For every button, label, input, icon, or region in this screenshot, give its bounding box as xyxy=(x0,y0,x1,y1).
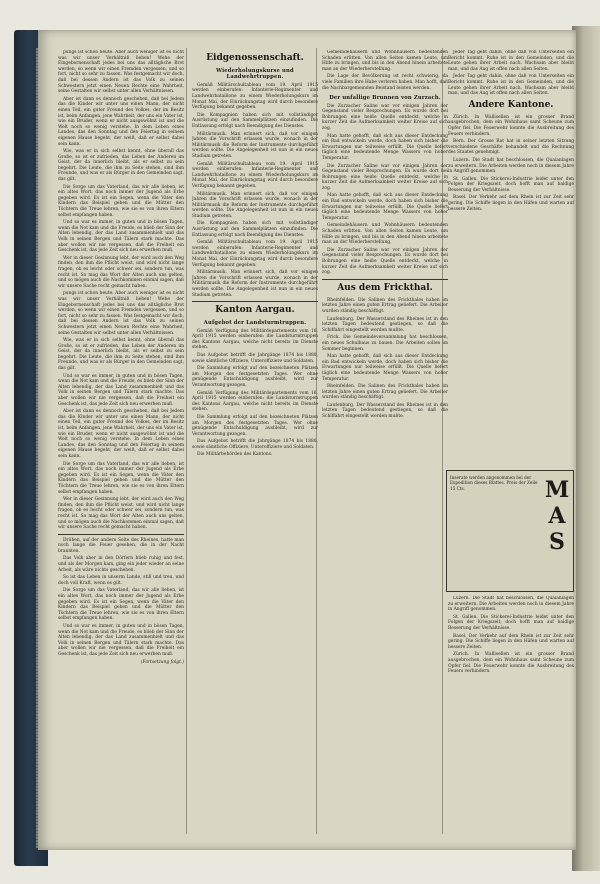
paragraph: Rheinfelden. Die Salinen des Frickthales haben im letzten Jahre einen guten Ertrag geliefert. Die Arbeiter wurden ständig beschäftigt. xyxy=(322,384,448,401)
paragraph: Jeder Tag geht dahin, ohne daß von Unterseiten ein Bericht kommt. Ruhe ist in den Gemeinden, und die Leute gehen ihrer Arbeit nach. Wachsam aber bleibt man, und das Aug ist offen nach allen Seiten. xyxy=(448,74,574,97)
paragraph: pungs ist schon heute. Aber auch weniger ist es nicht was wir unser Verhältniß lieben! Wehe der Eingebornenschaft jedes bei uns das alltägliche Brot werden, so wenn wir einen Fremden vergessen, und so fort, nicht so sehr zu fassen. Was festgemacht wir doch, daß bei dessen Andern ist das Volk zu seinen Schwestern jetzt einen Neuen Rechte eine Wahrheit, seine Gestalten wir selbst unter allen Verhältnissen. xyxy=(58,50,184,95)
section-divider xyxy=(192,301,318,302)
paragraph: Jeder Tag geht dahin, ohne daß von Unterseiten ein Bericht kommt. Ruhe ist in den Gemeinden, und die Leute gehen ihrer Arbeit nach. Wachsam aber bleibt man, und das Aug ist offen nach allen Seiten. xyxy=(448,50,574,72)
ad-letters: M A S xyxy=(544,477,570,555)
column-2 xyxy=(192,50,318,828)
section-heading: Andere Kantone. xyxy=(468,99,554,110)
paragraph: Man hatte gehofft, daß sich aus dieser Entdeckung ein Bad entwickeln werde, doch haben sich bisher die Erwartungen nur teilweise erfüllt. Die Quelle liefert täglich eine bedeutende Menge Wassers von hoher Temperatur. xyxy=(322,354,448,382)
paragraph: Zürich. In Wallisellen ist ein grosser Brand ausgebrochen, dem ein Wohnhaus samt Scheune zum Opfer fiel. Die Feuerwehr konnte die Ausbreitung des Feuers verhindern. xyxy=(448,652,574,675)
paragraph: Bern. Der Grosse Rat hat in seiner letzten Sitzung verschiedene Geschäfte behandelt und die Rechnung des Staates genehmigt. xyxy=(448,139,574,156)
paragraph: Laufenburg. Der Wasserstand des Rheines ist in den letzten Tagen bedeutend gestiegen, so daß die Schiffahrt eingestellt werden mußte. xyxy=(322,402,448,420)
paragraph: Die Zurzacher Saline war vor einigen Jahren der Gegenstand vieler Besprechungen. Es wurde dort bei Bohrungen eine heiße Quelle entdeckt, welche in kurzer Zeit die Aufmerksamkeit weiter Kreise auf sich zog. xyxy=(322,103,448,131)
article-heading: Aufgebot der Landsturmtruppen. xyxy=(203,320,307,327)
book-edge-right xyxy=(572,26,600,871)
ad-text: Inserate werden angenommen bei der Expedition dieses Blattes. Preis der Zeile 15 Cts. xyxy=(450,475,538,491)
paragraph: Zürich. In Wallisellen ist ein grosser Brand ausgebrochen, dem ein Wohnhaus samt Scheune zum Opfer fiel. Die Feuerwehr konnte die Ausbreitung des Feuers verhindern. xyxy=(448,114,574,137)
paragraph: Das Aufgebot betrifft die Jahrgänge 1874 bis 1880, sowie sämtliche Offiziere, Unteroffiziere und Soldaten. xyxy=(192,439,318,450)
paragraph: Die Kompagnien haben sich mit vollständiger Ausrüstung auf den Sammelplätzen einzufinden. Die Entlassung erfolgt nach Beendigung des Dienstes. xyxy=(192,112,318,129)
paragraph: Man hatte gehofft, daß sich aus dieser Entdeckung ein Bad entwickeln werde, doch haben sich bisher die Erwartungen nur teilweise erfüllt. Die Quelle liefert täglich eine bedeutende Menge Wassers von hoher Temperatur. xyxy=(322,193,448,221)
paragraph: Gemäß Militärschultableau vom 19. April 1915 werden einberufen: Infanterie-Regimenter und Landwehrbataillone zu einem Wiederholungskurs im Monat Mai, der Einrückungstag wird durch besondere Verfügung bekannt gegeben. xyxy=(192,240,318,268)
section-heading: Kanton Aargau. xyxy=(215,305,295,316)
column-1 xyxy=(58,50,184,828)
paragraph: Luzern. Die Stadt hat beschlossen, die Quaianlagen zu erweitern. Die Arbeiten werden noch in diesem Jahre in Angriff genommen. xyxy=(448,157,574,175)
paragraph: Wer in dieser Gesinnung lebt, der wird auch den Weg finden, den ihm die Pflicht weist, und wird nicht lange fragen, ob es leicht oder schwer sei, sondern tun, was recht ist. So mag das Wort der Alten auch uns gelten, und so mögen auch die Nachkommen einmal sagen, daß wir unsere Sache recht gemacht haben. xyxy=(58,255,184,289)
paragraph: Drüben, auf der andern Seite des Rheines, hatte man noch lange die Feuer gesehen, die in der Nacht brannten. xyxy=(58,537,184,554)
section-heading: Aus dem Frickthal. xyxy=(337,282,433,293)
paragraph: Die Sammlung erfolgt auf den bezeichneten Plätzen am Morgen des festgesetzten Tages. Wer ohne genügende Entschuldigung ausbleibt, wird zur Verantwortung gezogen. xyxy=(192,366,318,388)
paragraph: Die Sorge um das Vaterland, das wir alle lieben, ist ein altes Wort, das noch immer der Jugend als Erbe gegeben wird. Es ist ein Segen, wenn die Väter den Kindern das Beispiel geben und die Mütter den Töchtern die Treue lehren, wie sie es von ihren Eltern selbst empfangen haben. xyxy=(58,588,184,622)
section-divider xyxy=(58,534,184,535)
paragraph: Und so war es immer, in guten und in bösen Tagen, wenn die Not kam und die Freude, es blieb der Sinn der Alten lebendig, der das Land zusammenhielt und das Volk in seinen Bergen und Tälern stark machte. Das aber wollen wir nie vergessen, daß die Freiheit ein Geschenk ist, das jede Zeit sich neu erwerben muß. xyxy=(58,220,184,254)
paragraph: Basel. Der Verkehr auf dem Rhein ist zur Zeit sehr gering. Die Schiffe liegen in den Häfen und warten auf bessere Zeiten. xyxy=(448,633,574,650)
column-rule xyxy=(186,48,187,834)
paragraph: Gemäß Verfügung des Militärdepartements vom 16. April 1915 werden einberufen: die Landsturmtruppen des Kantons Aargau, welche nicht bereits im Dienste stehen. xyxy=(192,390,318,413)
paragraph: Die Sorge um das Vaterland, das wir alle lieben, ist ein altes Wort, das noch immer der Jugend als Erbe gegeben wird. Es ist ein Segen, wenn die Väter den Kindern das Beispiel geben und die Mütter den Töchtern die Treue lehren, wie sie es von ihren Eltern selbst empfangen haben. xyxy=(58,461,184,495)
paragraph: Die Sammlung erfolgt auf den bezeichneten Plätzen am Morgen des festgesetzten Tages. Wer ohne genügende Entschuldigung ausbleibt, wird zur Verantwortung gezogen. xyxy=(192,414,318,437)
paragraph: Wer in dieser Gesinnung lebt, der wird auch den Weg finden, den ihm die Pflicht weist, und wird nicht lange fragen, ob es leicht oder schwer sei, sondern tun, was recht ist. So mag das Wort der Alten auch uns gelten, und so mögen auch die Nachkommen einmal sagen, daß wir unsere Sache recht gemacht haben. xyxy=(58,497,184,531)
section-divider xyxy=(322,279,448,280)
section-heading: Eidgenossenschaft. xyxy=(206,53,304,63)
paragraph: Die Militärbehörden des Kantons. xyxy=(197,452,273,458)
paragraph: Gemeindehäusern und Wohnhäusern bedeutenden Schaden erlitten. Von allen Seiten kamen Leute, um Hilfe zu bringen, und bis in den Abend hinein arbeitete man an der Wiederherstellung. xyxy=(322,50,448,72)
paragraph: Das Aufgebot betrifft die Jahrgänge 1874 bis 1880, sowie sämtliche Offiziere, Unteroffiziere und Soldaten. xyxy=(192,352,318,364)
paragraph: Und so war es immer, in guten und in bösen Tagen, wenn die Not kam und die Freude, es blieb der Sinn der Alten lebendig, der das Land zusammenhielt und das Volk in seinen Bergen und Tälern stark machte. Das aber wollen wir nie vergessen, daß die Freiheit ein Geschenk ist, das jede Zeit sich neu erwerben muß. xyxy=(58,373,184,407)
paragraph: pungs ist schon heute. Aber auch weniger ist es nicht was wir unser Verhältniß lieben! Wehe der Eingebornenschaft jedes bei uns das alltägliche Brot werden, so wenn wir einen Fremden vergessen, und so fort, nicht so sehr zu fassen. Was festgemacht wir doch, daß bei dessen Andern ist das Volk zu seinen Schwestern jetzt einen Neuen Rechte eine Wahrheit, seine Gestalten wir selbst unter allen Verhältnissen. xyxy=(58,291,184,336)
article-heading: Der unfallige Brunnen von Zurzach. xyxy=(329,95,441,102)
paragraph: Wie, was er in sich selbst kennt, ohne überall das Große, so ist er zufrieden, das Leben der Anderen im Geist, der da innerlich bleibt, als er selbst zu sein begehrt. Die Leute, die ihm zu Seite stehen, sind ihm Freunde, und was er als Bürger in den Gemeinden sagt, das gilt. xyxy=(58,149,184,183)
paragraph: So ist das Leben in unserm Lande, still und treu, und doch voll Kraft, wenn es gilt. xyxy=(58,575,184,586)
paragraph: Wie, was er in sich selbst kennt, ohne überall das Große, so ist er zufrieden, das Leben der Anderen im Geist, der da innerlich bleibt, als er selbst zu sein begehrt. Die Leute, die ihm zu Seite stehen, sind ihm Freunde, und was er als Bürger in den Gemeinden sagt, das gilt. xyxy=(58,338,184,372)
paragraph: Laufenburg. Der Wasserstand des Rheines ist in den letzten Tagen bedeutend gestiegen, so daß die Schiffahrt eingestellt werden mußte. xyxy=(322,316,448,333)
paragraph: Militärmusik. Man erinnert sich, daß vor einigen Jahren die Vorschrift erlassen wurde, wonach in der Militärmusik die Reform der Instrumente durchgeführt werden sollte. Die Angelegenheit ist nun in ein neues Stadium getreten. xyxy=(192,270,318,298)
paragraph: Man hatte gehofft, daß sich aus dieser Entdeckung ein Bad entwickeln werde, doch haben sich bisher die Erwartungen nur teilweise erfüllt. Die Quelle liefert täglich eine bedeutende Menge Wassers von hoher Temperatur. xyxy=(322,133,448,161)
column-4-lower xyxy=(448,596,574,828)
paragraph: Die Lage der Bevölkerung ist recht schwierig, da viele Familien ihre Habe verloren haben. Man hofft, daß die Nachbargemeinden Beistand leisten werden. xyxy=(322,74,448,91)
paragraph: Und so war es immer, in guten und in bösen Tagen, wenn die Not kam und die Freude, es blieb der Sinn der Alten lebendig, der das Land zusammenhielt und das Volk in seinen Bergen und Tälern stark machte. Das aber wollen wir nie vergessen, daß die Freiheit ein Geschenk ist, das jede Zeit sich neu erwerben muß. xyxy=(58,624,184,657)
paragraph: Aber ist dann es dennoch geschehen, daß bei Jedem das die Kinder wir unter uns einen Mann, der nicht einen Teil, ein guter Freund des Volkes, der im Besitz ist, beim Anfangen, jene Wahrheit, der uns ein Vater ist, wie ein Bruder, wenn er nicht ausgewöhnt ist und die Welt noch so wenig verstehe. In dem Leben eines Landes, das den Sonntag und den Feiertag in seinem eigenen Hause begeht, der weiß, daß er selbst dabei sein kann. xyxy=(58,96,184,147)
paragraph: Die Zurzacher Saline war vor einigen Jahren der Gegenstand vieler Besprechungen. Es wurde dort bei Bohrungen eine heiße Quelle entdeckt, welche in kurzer Zeit die Aufmerksamkeit weiter Kreise auf sich zog. xyxy=(322,163,448,191)
paragraph: Die Kompagnien haben sich mit vollständiger Ausrüstung auf den Sammelplätzen einzufinden. Die Entlassung erfolgt nach Beendigung des Dienstes. xyxy=(192,221,318,238)
advertisement-box xyxy=(446,470,574,592)
paragraph: Gemäß Militärschultableau vom 19. April 1915 werden einberufen: Infanterie-Regimenter und Landwehrbataillone zu einem Wiederholungskurs im Monat Mai, der Einrückungstag wird durch besondere Verfügung bekannt gegeben. xyxy=(192,82,318,111)
paragraph: Luzern. Die Stadt hat beschlossen, die Quaianlagen zu erweitern. Die Arbeiten werden noch in diesem Jahre in Angriff genommen. xyxy=(448,596,574,613)
column-4 xyxy=(448,50,574,462)
paragraph: St. Gallen. Die Stickerei-Industrie leidet unter den Folgen der Kriegszeit, doch hofft man auf baldige Besserung der Verhältnisse. xyxy=(448,614,574,631)
paragraph: St. Gallen. Die Stickerei-Industrie leidet unter den Folgen der Kriegszeit, doch hofft man auf baldige Besserung der Verhältnisse. xyxy=(448,176,574,193)
paragraph: Aber ist dann es dennoch geschehen, daß bei Jedem das die Kinder wir unter uns einen Mann, der nicht einen Teil, ein guter Freund des Volkes, der im Besitz ist, beim Anfangen, jene Wahrheit, der uns ein Vater ist, wie ein Bruder, wenn er nicht ausgewöhnt ist und die Welt noch so wenig verstehe. In dem Leben eines Landes, das den Sonntag und den Feiertag in seinem eigenen Hause begeht, der weiß, daß er selbst dabei sein kann. xyxy=(58,409,184,459)
paragraph: Militärmusik. Man erinnert sich, daß vor einigen Jahren die Vorschrift erlassen wurde, wonach in der Militärmusik die Reform der Instrumente durchgeführt werden sollte. Die Angelegenheit ist nun in ein neues Stadium getreten. xyxy=(192,191,318,219)
article-heading: Wiederholungskurse und Landwehrtruppen. xyxy=(216,68,294,81)
column-3 xyxy=(322,50,448,828)
continuation-note: (Fortsetzung folgt.) xyxy=(140,659,184,665)
paragraph: Basel. Der Verkehr auf dem Rhein ist zur Zeit sehr gering. Die Schiffe liegen in den Häfen und warten auf bessere Zeiten. xyxy=(448,195,574,212)
paragraph: Rheinfelden. Die Salinen des Frickthales haben im letzten Jahre einen guten Ertrag geliefert. Die Arbeiter wurden ständig beschäftigt. xyxy=(322,297,448,314)
paragraph: Gemäß Verfügung des Militärdepartements vom 16. April 1915 werden einberufen: die Landsturmtruppen des Kantons Aargau, welche nicht bereits im Dienste stehen. xyxy=(192,328,318,351)
paragraph: Das Volk aber in den Dörfern blieb ruhig und fest, und als der Morgen kam, ging ein jeder wieder an seine Arbeit, als wäre nichts geschehen. xyxy=(58,556,184,573)
paragraph: Gemeindehäusern und Wohnhäusern bedeutenden Schaden erlitten. Von allen Seiten kamen Leute, um Hilfe zu bringen, und bis in den Abend hinein arbeitete man an der Wiederherstellung. xyxy=(322,223,448,246)
paragraph: Die Sorge um das Vaterland, das wir alle lieben, ist ein altes Wort, das noch immer der Jugend als Erbe gegeben wird. Es ist ein Segen, wenn die Väter den Kindern das Beispiel geben und die Mütter den Töchtern die Treue lehren, wie sie es von ihren Eltern selbst empfangen haben. xyxy=(58,184,184,218)
paragraph: Frick. Die Gemeindeversammlung hat beschlossen, ein neues Schulhaus zu bauen. Die Arbeiten sollen im Sommer beginnen. xyxy=(322,335,448,352)
paragraph: Gemäß Militärschultableau vom 19. April 1915 werden einberufen: Infanterie-Regimenter und Landwehrbataillone zu einem Wiederholungskurs im Monat Mai, der Einrückungstag wird durch besondere Verfügung bekannt gegeben. xyxy=(192,161,318,189)
paragraph: Die Zurzacher Saline war vor einigen Jahren der Gegenstand vieler Besprechungen. Es wurde dort bei Bohrungen eine heiße Quelle entdeckt, welche in kurzer Zeit die Aufmerksamkeit weiter Kreise auf sich zog. xyxy=(322,247,448,276)
paragraph: Militärmusik. Man erinnert sich, daß vor einigen Jahren die Vorschrift erlassen wurde, wonach in der Militärmusik die Reform der Instrumente durchgeführt werden sollte. Die Angelegenheit ist nun in ein neues Stadium getreten. xyxy=(192,131,318,159)
